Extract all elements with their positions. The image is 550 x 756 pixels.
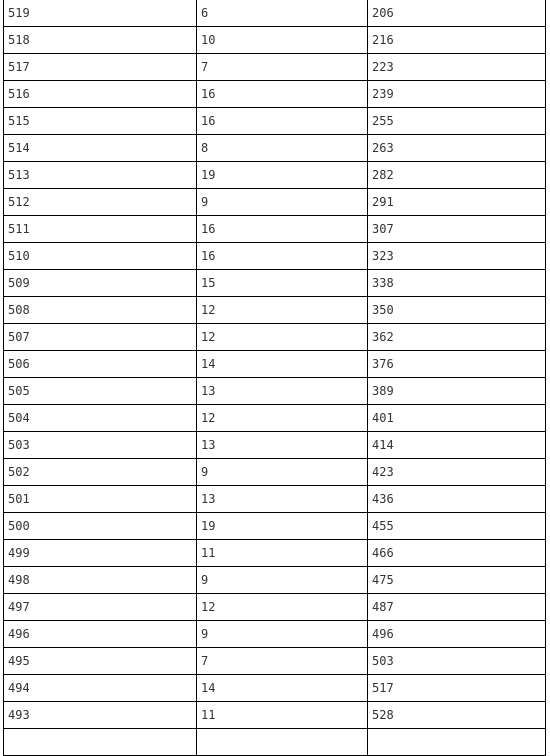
score-cell: 501	[4, 486, 197, 513]
cumulative-cell: 376	[368, 351, 546, 378]
table-row	[4, 27, 546, 54]
table-row	[4, 405, 546, 432]
table-row	[4, 351, 546, 378]
count-cell	[197, 729, 368, 756]
count-cell: 6	[197, 0, 368, 27]
table-row	[4, 135, 546, 162]
score-cell: 496	[4, 621, 197, 648]
cumulative-cell: 528	[368, 702, 546, 729]
table-row	[4, 459, 546, 486]
table-row	[4, 486, 546, 513]
cumulative-cell: 389	[368, 378, 546, 405]
count-cell: 16	[197, 108, 368, 135]
table-row	[4, 648, 546, 675]
cumulative-cell: 455	[368, 513, 546, 540]
table-row	[4, 594, 546, 621]
score-cell: 493	[4, 702, 197, 729]
cumulative-cell: 362	[368, 324, 546, 351]
count-cell: 11	[197, 540, 368, 567]
table-row	[4, 378, 546, 405]
count-cell: 10	[197, 27, 368, 54]
score-cell: 516	[4, 81, 197, 108]
cumulative-cell: 239	[368, 81, 546, 108]
cumulative-cell: 323	[368, 243, 546, 270]
score-cell	[4, 729, 197, 756]
count-cell: 9	[197, 621, 368, 648]
count-cell: 19	[197, 513, 368, 540]
table-row	[4, 729, 546, 756]
count-cell: 12	[197, 594, 368, 621]
score-cell: 504	[4, 405, 197, 432]
count-cell: 7	[197, 54, 368, 81]
cumulative-cell: 263	[368, 135, 546, 162]
table-row	[4, 675, 546, 702]
score-cell: 512	[4, 189, 197, 216]
score-cell: 497	[4, 594, 197, 621]
score-cell: 517	[4, 54, 197, 81]
count-cell: 13	[197, 486, 368, 513]
count-cell: 9	[197, 567, 368, 594]
cumulative-cell: 282	[368, 162, 546, 189]
table-row	[4, 270, 546, 297]
score-cell: 515	[4, 108, 197, 135]
score-cell: 500	[4, 513, 197, 540]
score-cell: 495	[4, 648, 197, 675]
cumulative-cell: 517	[368, 675, 546, 702]
count-cell: 16	[197, 216, 368, 243]
cumulative-cell: 414	[368, 432, 546, 459]
cumulative-cell: 466	[368, 540, 546, 567]
score-cell: 513	[4, 162, 197, 189]
score-cell: 514	[4, 135, 197, 162]
count-cell: 8	[197, 135, 368, 162]
cumulative-cell: 338	[368, 270, 546, 297]
cumulative-cell: 475	[368, 567, 546, 594]
table-row	[4, 567, 546, 594]
cumulative-cell: 216	[368, 27, 546, 54]
table-row	[4, 189, 546, 216]
table-row	[4, 297, 546, 324]
table-row	[4, 702, 546, 729]
cumulative-cell: 423	[368, 459, 546, 486]
cumulative-cell: 401	[368, 405, 546, 432]
count-cell: 12	[197, 297, 368, 324]
count-cell: 11	[197, 702, 368, 729]
count-cell: 9	[197, 189, 368, 216]
cumulative-cell: 223	[368, 54, 546, 81]
count-cell: 16	[197, 81, 368, 108]
score-cell: 499	[4, 540, 197, 567]
table-row	[4, 243, 546, 270]
cumulative-cell: 350	[368, 297, 546, 324]
cumulative-cell: 307	[368, 216, 546, 243]
count-cell: 15	[197, 270, 368, 297]
count-cell: 9	[197, 459, 368, 486]
table-body	[4, 0, 546, 756]
score-cell: 519	[4, 0, 197, 27]
table-row	[4, 513, 546, 540]
score-cell: 518	[4, 27, 197, 54]
count-cell: 12	[197, 324, 368, 351]
cumulative-cell: 503	[368, 648, 546, 675]
count-cell: 16	[197, 243, 368, 270]
table-row	[4, 0, 546, 27]
cumulative-cell: 487	[368, 594, 546, 621]
cumulative-cell: 496	[368, 621, 546, 648]
score-cell: 498	[4, 567, 197, 594]
count-cell: 14	[197, 351, 368, 378]
score-cell: 510	[4, 243, 197, 270]
score-table	[3, 0, 546, 756]
table-row	[4, 432, 546, 459]
table-row	[4, 54, 546, 81]
score-cell: 503	[4, 432, 197, 459]
cumulative-cell: 291	[368, 189, 546, 216]
table-row	[4, 216, 546, 243]
table-row	[4, 162, 546, 189]
table-row	[4, 621, 546, 648]
count-cell: 13	[197, 378, 368, 405]
count-cell: 13	[197, 432, 368, 459]
score-cell: 507	[4, 324, 197, 351]
table-row	[4, 324, 546, 351]
count-cell: 12	[197, 405, 368, 432]
score-cell: 511	[4, 216, 197, 243]
count-cell: 7	[197, 648, 368, 675]
score-cell: 505	[4, 378, 197, 405]
cumulative-cell: 206	[368, 0, 546, 27]
score-cell: 506	[4, 351, 197, 378]
table-row	[4, 81, 546, 108]
score-cell: 502	[4, 459, 197, 486]
score-cell: 508	[4, 297, 197, 324]
cumulative-cell: 436	[368, 486, 546, 513]
table-row	[4, 108, 546, 135]
count-cell: 19	[197, 162, 368, 189]
score-cell: 494	[4, 675, 197, 702]
count-cell: 14	[197, 675, 368, 702]
cumulative-cell: 255	[368, 108, 546, 135]
score-cell: 509	[4, 270, 197, 297]
score-table-container	[3, 0, 545, 756]
cumulative-cell	[368, 729, 546, 756]
table-row	[4, 540, 546, 567]
